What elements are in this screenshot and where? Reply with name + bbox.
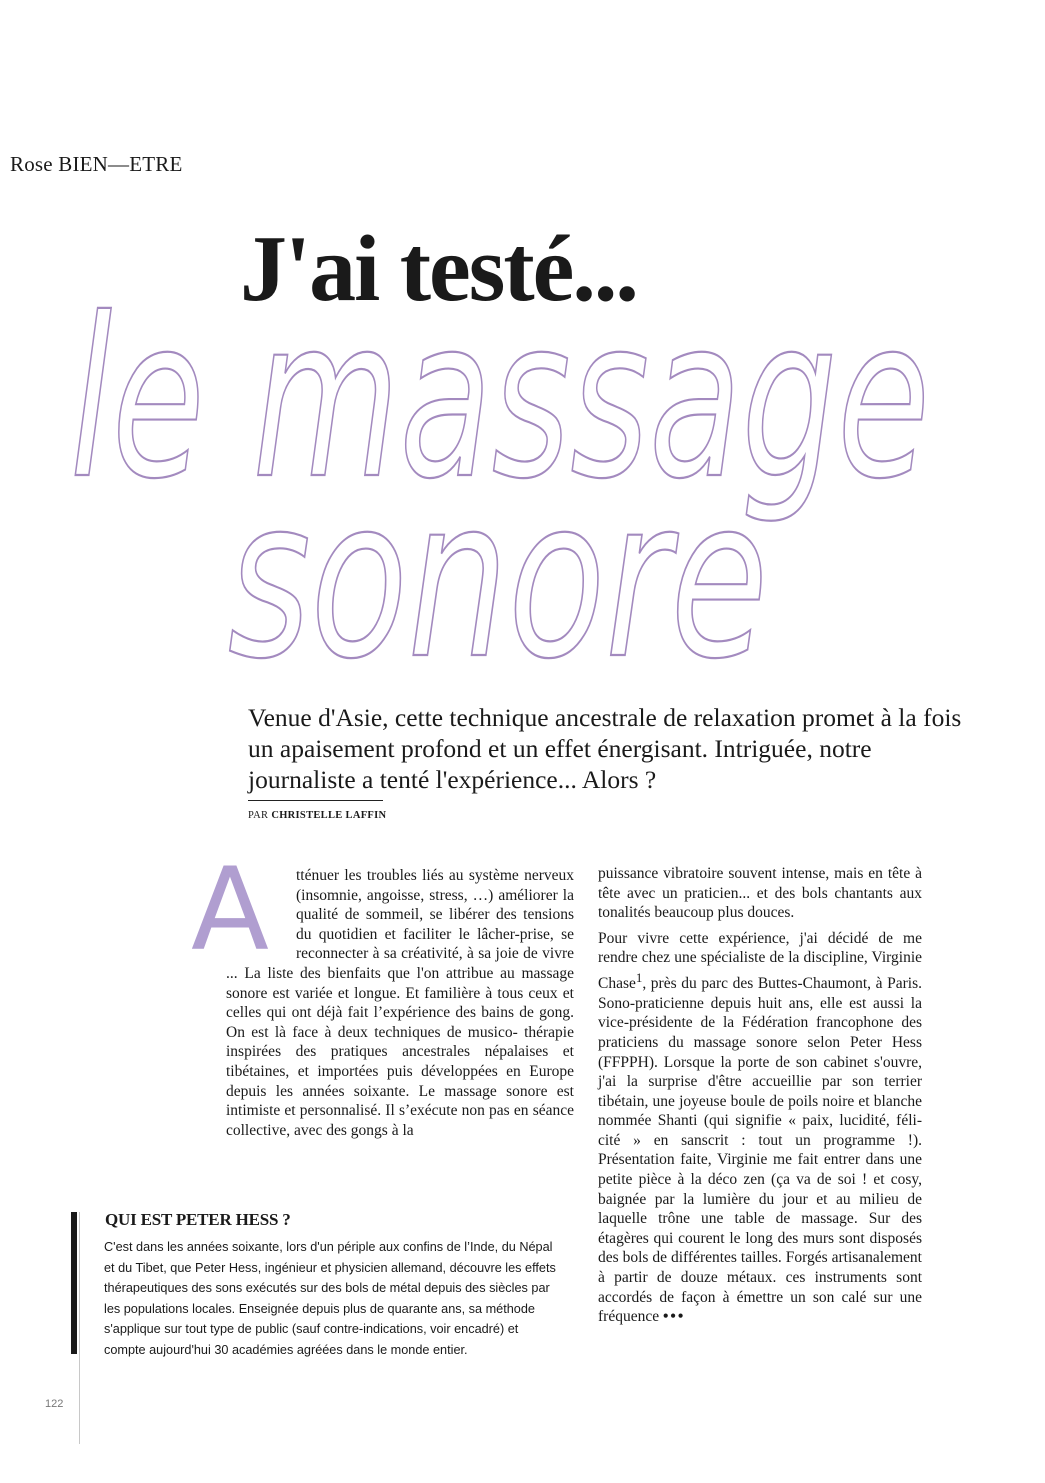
- section-label: Rose BIEN—ETRE: [10, 152, 183, 176]
- byline-prefix: PAR: [248, 810, 269, 821]
- title-script-line2: sonore: [228, 451, 768, 707]
- title-main: J'ai testé...: [240, 217, 637, 321]
- title-script: [70, 271, 950, 707]
- article-paragraph: puissance vibratoire souvent intense, mais en tête à tête avec un praticien... et des bols chantants aux tonalités beaucoup plus douces.: [598, 865, 922, 922]
- byline-author: CHRISTELLE LAFFIN: [271, 810, 387, 821]
- article-column-right: [598, 864, 922, 1327]
- sidebar-box-title: QUI EST PETER HESS ?: [105, 1210, 291, 1229]
- title-script-line1: le massage: [70, 271, 930, 527]
- article-text: , près du parc des Buttes-Chaumont, à Paris. Sono-praticienne depuis huit ans, elle est aussi la vice-présidente de la Fédération francophone des praticiens du massage sonore selon Peter Hess (FFPPH). Lorsque la porte de son cabinet s'ouvre, j'ai la surprise d'être accueillie par son terrier tibétain, une joyeuse boule de poils noire et blanche nommée Shanti (qui signifie « paix, lucidité, féli-cité » en sanscrit : tout un programme !). Présentation faite, Virginie me fait entrer dans une petite pièce à la déco zen (ça va de soi ! et cosy, baignée par la lumière du jour et au milieu de laquelle trône une table de massage. Sur des étagères qui courent le long des murs sont disposés des bols de différentes tailles. Forgés artisanalement à partir de douze métaux. ces instruments sont accordés de façon à émettre un son calé sur une fréquence: [598, 975, 922, 1326]
- byline: [248, 810, 386, 821]
- drop-cap: A: [191, 843, 269, 976]
- article-paragraph: [598, 929, 922, 1327]
- continue-marker: •••: [662, 1308, 686, 1326]
- lede: Venue d'Asie, cette technique ancestrale de relaxation promet à la fois un apaisement profond et un effet énergisant. Intriguée, notre journaliste a tenté l'expérience... Alors ?: [248, 703, 962, 794]
- sidebar-box-rule: [79, 1212, 80, 1444]
- sidebar-box-accent-bar: [71, 1212, 77, 1354]
- lede-divider: [248, 800, 383, 801]
- page-number: 122: [45, 1398, 64, 1410]
- sidebar-box-body: C'est dans les années soixante, lors d'un périple aux confins de l’Inde, du Népal et du Tibet, que Peter Hess, ingénieur et physicien allemand, découvre les effets thérapeutiques des sons exécutés sur des bols de métal depuis des siècles par les populations locales. Enseignée depuis plus de quarante ans, sa méthode s'applique sur tout type de public (sauf contre-indications, voir encadré) et compte aujourd'hui 30 académies agréées dans le monde entier.: [104, 1240, 556, 1357]
- article-column-left: [191, 843, 574, 1140]
- article-paragraph: tténuer les troubles liés au système nerveux (insomnie, angoisse, stress, …) améliorer la qualité de sommeil, se libérer des tensions du quotidien et faciliter le lâcher-prise, se reconnecter à sa créativité, à sa joie de vivre ... La liste des bienfaits que l'on attribue au massage sonore est variée et longue. Et familière à tous ceux et celles qui ont déjà fait l’expérience des bains de gong. On est là face à deux techniques de musico- thérapie inspirées des pratiques ancestrales népalaises et tibétaines, et importées puis développées en Europe depuis les années soixante. Le massage sonore est intimiste et personnalisé. Il s’exécute non pas en séance collective, avec des gongs à la: [226, 867, 574, 1139]
- article-text: Pour vivre cette expérience, j'ai décidé de me rendre chez une spécialiste de la discipline, Virginie Chase: [598, 929, 922, 993]
- footnote-marker: 1: [635, 969, 643, 985]
